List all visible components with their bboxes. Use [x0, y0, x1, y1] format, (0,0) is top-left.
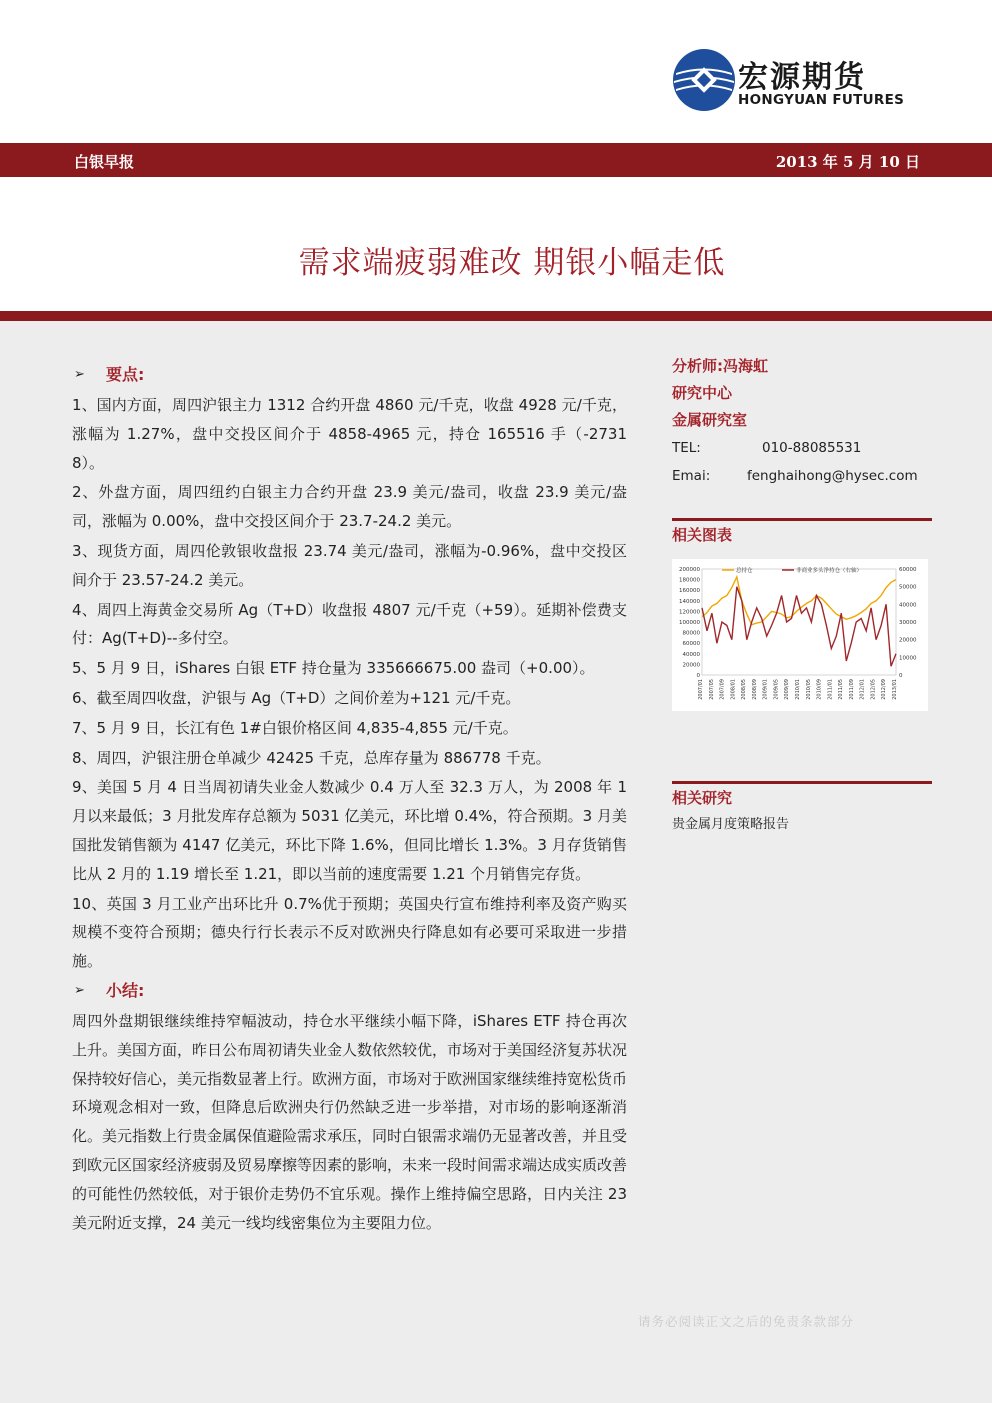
series-line: [702, 587, 896, 667]
summary-heading: [72, 977, 627, 1007]
y-right-tick-label: 30000: [899, 620, 917, 626]
x-tick-label: 2012/01: [859, 679, 866, 700]
point-item: 3、现货方面，周四伦敦银收盘报 23.74 美元/盎司，涨幅为-0.96%，盘中交投区间介于 23.57-24.2 美元。: [72, 541, 627, 589]
analyst-name: 分析师:冯海虹: [672, 357, 768, 375]
summary-heading-text: 小结:: [106, 980, 145, 1000]
point-item: 5、5 月 9 日，iShares 白银 ETF 持仓量为 335666675.00 盎司（+0.00）。: [72, 659, 595, 678]
related-charts-heading: 相关图表: [672, 518, 932, 547]
y-right-tick-label: 10000: [899, 655, 917, 662]
hongyuan-logo-icon: [672, 48, 736, 112]
x-tick-label: 2010/01: [795, 679, 801, 700]
arrow-bullet-icon: ➢: [74, 367, 85, 382]
point-item: 9、美国 5 月 4 日当周初请失业金人数减少 0.4 万人至 32.3 万人，为 2008 年 1 月以来最低；3 月批发库存总额为 5031 亿美元，环比增 0.4%，符合预期。3 月美国批发销售额为 4147 亿美元，环比下降 1.6%，但同比增长 1.3%。3 月存货销售比从 2 月的 1.19 增长至 1.21，即以当前的速度需要 1.21 个月销售完存货。: [72, 778, 627, 883]
logo-text-cn: 宏源期货: [738, 60, 866, 95]
sidebar-contact: [672, 353, 932, 490]
y-right-tick-label: 0: [899, 673, 903, 679]
main-column: [72, 361, 627, 1237]
position-chart: [672, 559, 928, 711]
x-tick-label: 2011/01: [827, 679, 834, 700]
y-left-tick-label: 200000: [679, 567, 700, 573]
legend-label: 非商业多头净持仓（右轴）: [796, 568, 863, 574]
point-item: 10、英国 3 月工业产出环比升 0.7%优于预期；英国央行宣布维持利率及资产购买规模不变符合预期；德央行行长表示不反对欧洲央行降息如有必要可采取进一步措施。: [72, 894, 627, 971]
email-link[interactable]: fenghaihong@hysec.com: [747, 468, 918, 484]
related-research-heading: 相关研究: [672, 781, 932, 810]
tel-label: TEL:: [672, 440, 701, 456]
tel-value: 010-88085531: [762, 440, 862, 456]
point-item: 1、国内方面，周四沪银主力 1312 合约开盘 4860 元/千克，收盘 4928 元/千克，涨幅为 1.27%，盘中交投区间介于 4858-4965 元，持仓 165516 手（-27318）。: [72, 396, 627, 472]
x-tick-label: 2008/01: [730, 679, 737, 700]
x-tick-label: 2008/05: [741, 679, 748, 700]
x-tick-label: 2007/01: [698, 679, 704, 700]
y-left-tick-label: 40000: [682, 651, 700, 658]
y-left-tick-label: 80000: [682, 630, 700, 637]
y-left-tick-label: 120000: [679, 609, 700, 616]
x-tick-label: 2012/05: [870, 679, 877, 700]
x-tick-label: 2010/05: [805, 679, 812, 700]
plot-frame: [702, 569, 896, 675]
report-title: 需求端疲弱难改 期银小幅走低: [298, 245, 726, 281]
y-left-tick-label: 140000: [679, 598, 700, 605]
y-left-tick-label: 160000: [679, 588, 700, 595]
content-area: [0, 321, 992, 1403]
y-right-tick-label: 60000: [899, 567, 917, 573]
x-tick-label: 2010/09: [816, 679, 823, 700]
x-tick-label: 2008/09: [751, 679, 758, 700]
x-tick-label: 2013/01: [892, 679, 898, 700]
company-logo: [672, 48, 912, 118]
arrow-bullet-icon: ➢: [74, 982, 85, 998]
report-band: [0, 143, 992, 177]
x-tick-label: 2007/09: [719, 679, 726, 700]
point-item: 2、外盘方面，周四纽约白银主力合约开盘 23.9 美元/盎司，收盘 23.9 美元/盎司，涨幅为 0.00%，盘中交投区间介于 23.7-24.2 美元。: [72, 483, 627, 531]
points-heading-text: 要点:: [106, 365, 145, 384]
x-tick-label: 2011/09: [848, 679, 855, 700]
disclaimer-note: 请务必阅读正文之后的免责条款部分: [638, 1314, 855, 1329]
header: [0, 0, 992, 143]
related-research-link[interactable]: 贵金属月度策略报告: [672, 817, 790, 832]
email-label: Emai:: [672, 468, 711, 484]
legend-label: 总持仓: [736, 568, 753, 574]
point-item: 4、周四上海黄金交易所 Ag（T+D）收盘报 4807 元/千克（+59）。延期补偿费支付：Ag(T+D)--多付空。: [72, 600, 627, 648]
point-item: 8、周四，沪银注册仓单减少 42425 千克，总库存量为 886778 千克。: [72, 748, 551, 767]
points-heading: [72, 361, 627, 391]
summary-text: 周四外盘期银继续维持窄幅波动，持仓水平继续小幅下降，iShares ETF 持仓再次上升。美国方面，昨日公布周初请失业金人数依然较优，市场对于美国经济复苏状况保持较好信心，美元指数显著上行。欧洲方面，市场对于欧洲国家继续维持宽松货币环境观念相对一致，但降息后欧洲央行仍然缺乏进一步举措，对市场的影响逐渐消化。美元指数上行贵金属保值避险需求承压，同时白银需求端仍无显著改善，并且受到欧元区国家经济疲弱及贸易摩擦等因素的影响，未来一段时间需求端达成实质改善的可能性仍然较低，对于银价走势仍不宜乐观。操作上维持偏空思路，日内关注 23 美元附近支撑，24 美元一线均线密集位为主要阻力位。: [72, 1011, 628, 1232]
y-right-tick-label: 50000: [899, 584, 917, 591]
y-left-tick-label: 0: [696, 673, 700, 679]
x-tick-label: 2011/05: [838, 679, 845, 700]
series-line: [702, 577, 896, 625]
department-research: 研究中心: [672, 384, 733, 402]
logo-text-en: HONGYUAN FUTURES: [738, 92, 905, 108]
position-chart-svg: [672, 559, 928, 711]
x-tick-label: 2009/01: [762, 679, 769, 700]
email-row: [672, 462, 932, 490]
y-right-tick-label: 40000: [899, 602, 917, 609]
y-left-tick-label: 60000: [682, 641, 700, 648]
x-tick-label: 2007/05: [708, 679, 715, 700]
tel-row: [672, 434, 932, 462]
y-left-tick-label: 100000: [679, 620, 700, 626]
x-tick-label: 2009/09: [784, 679, 791, 700]
y-left-tick-label: 20000: [682, 662, 700, 669]
y-left-tick-label: 180000: [679, 577, 700, 584]
report-name: 白银早报: [74, 153, 135, 171]
title-area: [0, 177, 992, 311]
y-right-tick-label: 20000: [899, 637, 917, 644]
x-tick-label: 2009/05: [773, 679, 780, 700]
x-tick-label: 2012/09: [881, 679, 888, 700]
title-divider: [0, 311, 992, 321]
report-date: 2013 年 5 月 10 日: [775, 153, 920, 171]
department-metals: 金属研究室: [672, 411, 748, 429]
point-item: 7、5 月 9 日，长江有色 1#白银价格区间 4,835-4,855 元/千克。: [72, 718, 518, 737]
point-item: 6、截至周四收盘，沪银与 Ag（T+D）之间价差为+121 元/千克。: [72, 688, 521, 707]
